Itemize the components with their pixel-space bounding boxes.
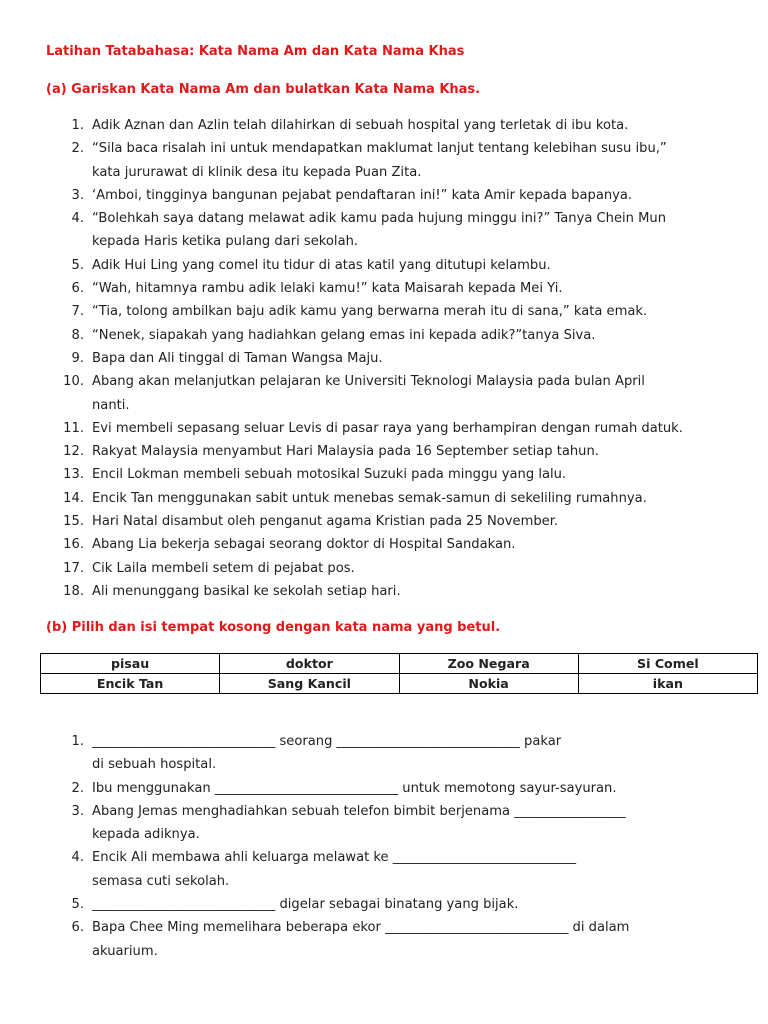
question-item bbox=[58, 777, 748, 800]
question-item bbox=[58, 324, 748, 347]
section-b-question-list bbox=[58, 730, 748, 963]
question-number: 4. bbox=[71, 850, 84, 866]
question-text: “Sila baca risalah ini untuk mendapatkan maklumat lanjut tentang kelebihan susu ibu,” kata jururawat di klinik desa itu kepada Puan Zita. bbox=[92, 141, 667, 180]
question-text: Adik Hui Ling yang comel itu tidur di atas katil yang ditutupi kelambu. bbox=[92, 257, 551, 273]
question-item bbox=[58, 916, 748, 963]
word-table-row bbox=[41, 654, 758, 674]
word-cell: ikan bbox=[578, 674, 757, 694]
question-text: ____________________________ seorang ____________________________ pakar di sebuah hospital. bbox=[92, 734, 562, 773]
question-text: Abang Jemas menghadiahkan sebuah telefon bimbit berjenama _________________ kepada adiknya. bbox=[92, 803, 626, 843]
question-text: Ibu menggunakan ____________________________ untuk memotong sayur-sayuran. bbox=[92, 780, 617, 796]
question-item bbox=[58, 533, 748, 556]
question-item bbox=[58, 207, 748, 254]
question-text: Cik Laila membeli setem di pejabat pos. bbox=[92, 560, 355, 576]
question-item bbox=[58, 300, 748, 323]
word-cell: Zoo Negara bbox=[399, 654, 578, 674]
question-number: 18. bbox=[63, 583, 84, 599]
question-number: 7. bbox=[71, 304, 84, 320]
word-cell: Sang Kancil bbox=[220, 674, 399, 694]
worksheet-title: Latihan Tatabahasa: Kata Nama Am dan Kata Nama Khas bbox=[46, 44, 465, 59]
question-text: Encil Lokman membeli sebuah motosikal Suzuki pada minggu yang lalu. bbox=[92, 467, 567, 483]
question-text: Rakyat Malaysia menyambut Hari Malaysia pada 16 September setiap tahun. bbox=[92, 444, 599, 460]
question-number: 10. bbox=[63, 374, 84, 390]
question-item bbox=[58, 440, 748, 463]
question-number: 1. bbox=[71, 118, 84, 133]
question-number: 5. bbox=[71, 897, 84, 913]
word-cell: Nokia bbox=[399, 674, 578, 694]
question-item bbox=[58, 184, 748, 207]
word-cell: doktor bbox=[220, 654, 399, 674]
question-number: 6. bbox=[71, 281, 84, 297]
question-text: Abang Lia bekerja sebagai seorang doktor di Hospital Sandakan. bbox=[92, 537, 516, 553]
question-text: “Bolehkah saya datang melawat adik kamu pada hujung minggu ini?” Tanya Chein Mun kepada Haris ketika pulang dari sekolah. bbox=[92, 211, 667, 250]
question-item bbox=[58, 846, 748, 893]
question-text: Evi membeli sepasang seluar Levis di pasar raya yang berhampiran dengan rumah datuk. bbox=[92, 420, 683, 436]
question-item bbox=[58, 277, 748, 300]
question-item bbox=[58, 463, 748, 486]
question-text: ‘Amboi, tingginya bangunan pejabat pendaftaran ini!” kata Amir kepada bapanya. bbox=[92, 187, 633, 203]
word-choice-table bbox=[40, 653, 758, 694]
question-number: 1. bbox=[71, 734, 84, 749]
question-number: 13. bbox=[63, 467, 84, 483]
question-number: 11. bbox=[63, 420, 84, 436]
section-a-heading: (a) Gariskan Kata Nama Am dan bulatkan Kata Nama Khas. bbox=[46, 82, 481, 97]
question-number: 12. bbox=[63, 444, 84, 460]
question-item bbox=[58, 370, 748, 417]
question-number: 2. bbox=[71, 141, 84, 157]
question-number: 6. bbox=[71, 920, 84, 936]
word-cell: pisau bbox=[41, 654, 220, 674]
question-number: 5. bbox=[71, 257, 84, 273]
question-item bbox=[58, 347, 748, 370]
question-number: 17. bbox=[63, 560, 84, 576]
question-text: Encik Ali membawa ahli keluarga melawat ke ____________________________ semasa cuti sekolah. bbox=[92, 850, 577, 889]
section-b-heading: (b) Pilih dan isi tempat kosong dengan kata nama yang betul. bbox=[46, 620, 501, 635]
question-item bbox=[58, 114, 748, 137]
question-number: 14. bbox=[63, 490, 84, 506]
question-number: 3. bbox=[71, 803, 84, 819]
question-number: 15. bbox=[63, 514, 84, 530]
question-text: Ali menunggang basikal ke sekolah setiap hari. bbox=[92, 583, 401, 599]
question-item bbox=[58, 580, 748, 603]
question-item bbox=[58, 893, 748, 916]
word-cell: Si Comel bbox=[578, 654, 757, 674]
word-table-row bbox=[41, 674, 758, 694]
question-text: “Nenek, siapakah yang hadiahkan gelang emas ini kepada adik?”tanya Siva. bbox=[92, 327, 596, 343]
question-number: 16. bbox=[63, 537, 84, 553]
question-item bbox=[58, 510, 748, 533]
question-item bbox=[58, 487, 748, 510]
question-text: Bapa dan Ali tinggal di Taman Wangsa Maju. bbox=[92, 350, 383, 366]
question-text: Adik Aznan dan Azlin telah dilahirkan di sebuah hospital yang terletak di ibu kota. bbox=[92, 118, 629, 133]
word-cell: Encik Tan bbox=[41, 674, 220, 694]
question-number: 4. bbox=[71, 211, 84, 227]
question-item bbox=[58, 557, 748, 580]
question-number: 8. bbox=[71, 327, 84, 343]
question-item bbox=[58, 254, 748, 277]
question-text: “Wah, hitamnya rambu adik lelaki kamu!” kata Maisarah kepada Mei Yi. bbox=[92, 281, 563, 297]
question-item bbox=[58, 417, 748, 440]
question-text: Bapa Chee Ming memelihara beberapa ekor ____________________________ di dalam akuarium. bbox=[92, 920, 630, 959]
question-number: 2. bbox=[71, 780, 84, 796]
question-text: Hari Natal disambut oleh penganut agama Kristian pada 25 November. bbox=[92, 514, 559, 530]
section-a-question-list bbox=[58, 114, 748, 603]
question-item bbox=[58, 137, 748, 184]
question-text: Abang akan melanjutkan pelajaran ke Universiti Teknologi Malaysia pada bulan April nanti. bbox=[92, 374, 645, 413]
question-number: 9. bbox=[71, 350, 84, 366]
question-item bbox=[58, 800, 748, 847]
question-text: ____________________________ digelar sebagai binatang yang bijak. bbox=[92, 897, 519, 913]
question-text: “Tia, tolong ambilkan baju adik kamu yang berwarna merah itu di sana,” kata emak. bbox=[92, 304, 648, 320]
question-item bbox=[58, 730, 748, 777]
question-text: Encik Tan menggunakan sabit untuk menebas semak-samun di sekeliling rumahnya. bbox=[92, 490, 647, 506]
question-number: 3. bbox=[71, 187, 84, 203]
